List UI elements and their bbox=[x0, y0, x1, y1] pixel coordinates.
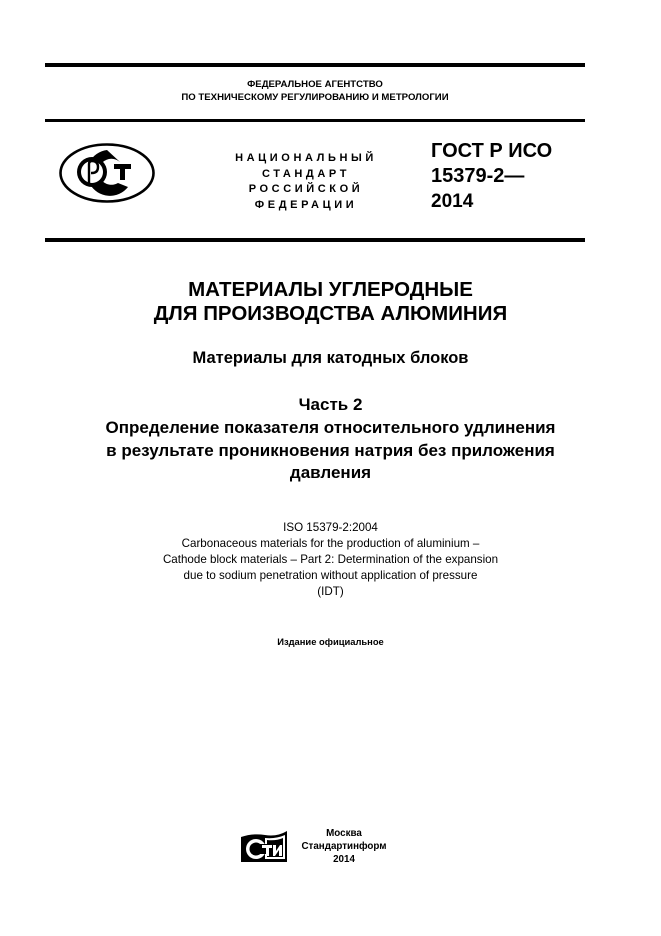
standartinform-logo-icon bbox=[239, 829, 289, 864]
title-line-1: МАТЕРИАЛЫ УГЛЕРОДНЫЕ bbox=[188, 278, 473, 301]
agency-line-2: ПО ТЕХНИЧЕСКОМУ РЕГУЛИРОВАНИЮ И МЕТРОЛОГИИ bbox=[181, 92, 449, 103]
part-title bbox=[0, 417, 661, 485]
part-number: Часть 2 bbox=[298, 395, 363, 414]
national-line-3: РОССИЙСКОЙ bbox=[248, 183, 364, 195]
official-edition-label: Издание официальное bbox=[277, 636, 384, 647]
top-rule bbox=[45, 63, 585, 67]
iso-number: ISO 15379-2:2004 bbox=[283, 521, 378, 534]
national-line-2: СТАНДАРТ bbox=[261, 167, 351, 180]
standard-id-line-2: 15379-2— bbox=[431, 165, 525, 187]
publisher-info bbox=[294, 827, 394, 866]
publisher-name: Стандартинформ bbox=[301, 841, 387, 852]
document-title bbox=[0, 278, 661, 326]
part-title-line-1: Определение показателя относительного удлинения bbox=[105, 418, 556, 437]
part-title-line-3: давления bbox=[289, 463, 372, 482]
document-subtitle: Материалы для катодных блоков bbox=[192, 349, 469, 367]
part-title-line-2: в результате проникновения натрия без приложения bbox=[106, 440, 555, 460]
national-standard-label bbox=[208, 151, 404, 213]
standard-id-year: 2014 bbox=[431, 191, 474, 212]
iso-title-line-2: Cathode block materials – Part 2: Determination of the expansion bbox=[162, 553, 499, 566]
iso-title-line-3: due to sodium penetration without application of pressure bbox=[183, 569, 478, 582]
standard-id-line-1: ГОСТ Р ИСО bbox=[431, 140, 553, 162]
national-line-1: НАЦИОНАЛЬНЫЙ bbox=[235, 152, 377, 164]
middle-rule bbox=[45, 119, 585, 122]
iso-reference bbox=[0, 520, 661, 600]
agency-line-1: ФЕДЕРАЛЬНОЕ АГЕНТСТВО bbox=[247, 79, 383, 90]
title-line-2: ДЛЯ ПРОИЗВОДСТВА АЛЮМИНИЯ bbox=[153, 302, 508, 325]
publication-year: 2014 bbox=[333, 854, 355, 865]
gost-r-logo-icon bbox=[58, 142, 156, 204]
iso-title-line-1: Carbonaceous materials for the production of aluminium – bbox=[181, 537, 480, 550]
publisher-city: Москва bbox=[326, 828, 362, 839]
iso-equivalence: (IDT) bbox=[317, 585, 344, 598]
bottom-rule bbox=[45, 238, 585, 242]
national-line-4: ФЕДЕРАЦИИ bbox=[254, 198, 358, 211]
standard-identifier bbox=[431, 139, 552, 214]
agency-name bbox=[45, 78, 585, 104]
